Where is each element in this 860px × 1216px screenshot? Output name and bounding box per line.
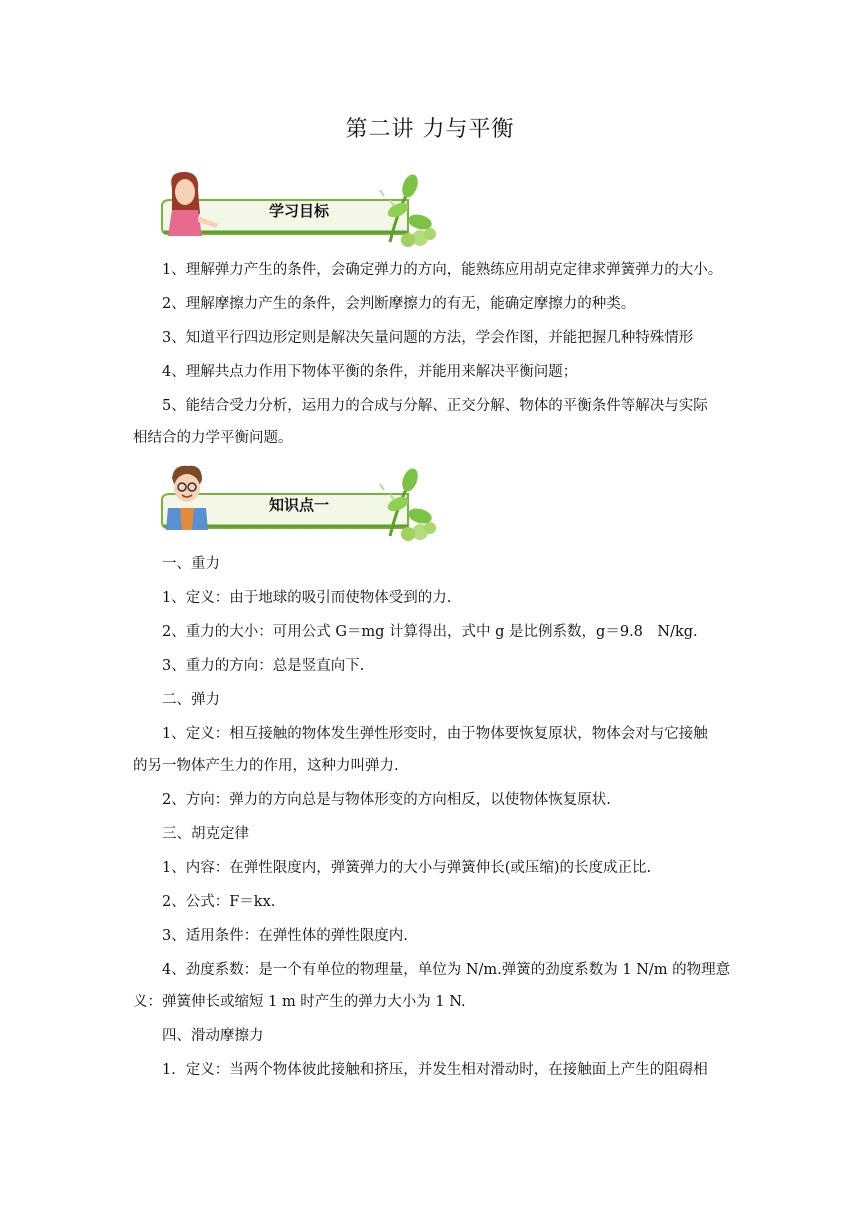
heading-sliding-friction: 四、滑动摩擦力 bbox=[162, 1028, 264, 1044]
heading-elastic-force: 二、弹力 bbox=[162, 692, 220, 708]
stiffness-coefficient: 4、劲度系数：是一个有单位的物理量，单位为 N/m.弹簧的劲度系数为 1 N/m 的物理意 bbox=[162, 962, 731, 978]
stiffness-coefficient-cont: 义：弹簧伸长或缩短 1 m 时产生的弹力大小为 1 N. bbox=[133, 994, 466, 1010]
gravity-definition: 1、定义：由于地球的吸引而使物体受到的力. bbox=[162, 590, 452, 606]
hooke-content: 1、内容：在弹性限度内，弹簧弹力的大小与弹簧伸长(或压缩)的长度成正比. bbox=[162, 860, 652, 876]
banner-label: 学习目标 bbox=[268, 202, 329, 220]
section-banner-learning-goals bbox=[158, 170, 440, 248]
objective-2: 2、理解摩擦力产生的条件，会判断摩擦力的有无，能确定摩擦力的种类。 bbox=[162, 296, 636, 312]
friction-definition: 1．定义：当两个物体彼此接触和挤压，并发生相对滑动时，在接触面上产生的阻碍相 bbox=[162, 1062, 708, 1078]
objective-3: 3、知道平行四边形定则是解决矢量问题的方法，学会作图，并能把握几种特殊情形 bbox=[162, 330, 694, 346]
heading-gravity: 一、重力 bbox=[162, 556, 220, 572]
elastic-definition: 1、定义：相互接触的物体发生弹性形变时，由于物体要恢复原状，物体会对与它接触 bbox=[162, 726, 708, 742]
hooke-formula: 2、公式：F＝kx. bbox=[162, 894, 276, 910]
objective-1: 1、理解弹力产生的条件，会确定弹力的方向，能熟练应用胡克定律求弹簧弹力的大小。 bbox=[162, 262, 723, 278]
objective-5: 5、能结合受力分析，运用力的合成与分解、正交分解、物体的平衡条件等解决与实际 bbox=[162, 398, 708, 414]
banner-label: 知识点一 bbox=[268, 496, 329, 514]
page-title: 第二讲 力与平衡 bbox=[345, 117, 515, 142]
gravity-direction: 3、重力的方向：总是竖直向下. bbox=[162, 658, 365, 674]
elastic-direction: 2、方向：弹力的方向总是与物体形变的方向相反，以使物体恢复原状. bbox=[162, 792, 611, 808]
objective-5-cont: 相结合的力学平衡问题。 bbox=[133, 430, 293, 446]
heading-hookes-law: 三、胡克定律 bbox=[162, 826, 249, 842]
gravity-magnitude: 2、重力的大小：可用公式 G＝mg 计算得出，式中 g 是比例系数，g＝9.8 N/kg. bbox=[162, 624, 698, 640]
section-banner-knowledge-point bbox=[158, 464, 440, 542]
elastic-definition-cont: 的另一物体产生力的作用，这种力叫弹力. bbox=[133, 758, 399, 774]
hooke-conditions: 3、适用条件：在弹性体的弹性限度内. bbox=[162, 928, 408, 944]
objective-4: 4、理解共点力作用下物体平衡的条件，并能用来解决平衡问题； bbox=[162, 364, 578, 380]
